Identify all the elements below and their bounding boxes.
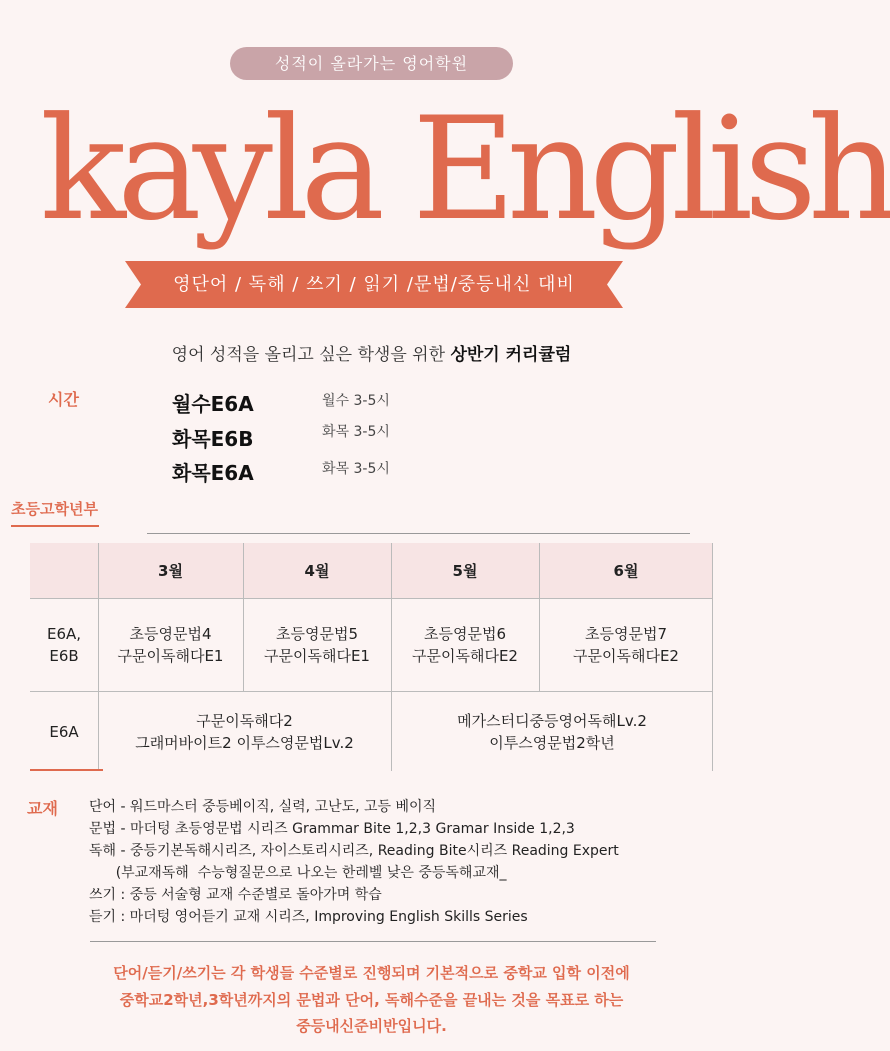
curriculum-cell: 메가스터디중등영어독해Lv.2 이투스영문법2학년 (457, 711, 647, 752)
curriculum-cell: 초등영문법6 구문이독해다E2 (412, 625, 518, 665)
note-line: 단어/듣기/쓰기는 각 학생들 수준별로 진행되며 기본적으로 중학교 입학 이전에 (113, 964, 630, 982)
divider (90, 941, 656, 942)
grid-line (539, 543, 540, 691)
class-time: 화목 3-5시 (322, 461, 390, 477)
month-header: 6월 (539, 543, 713, 598)
class-time: 월수 3-5시 (322, 393, 390, 409)
tagline-pill: 성적이 올라가는 영어학원 (230, 47, 513, 80)
note-line: 중등내신준비반입니다. (296, 1017, 447, 1035)
subtitle-highlight: 상반기 커리큘럼 (450, 345, 572, 365)
month-header: 4월 (243, 543, 391, 598)
class-cell: E6A (49, 722, 79, 741)
note-line: 중학교2학년,3학년까지의 문법과 단어, 독해수준을 끝내는 것을 목표로 하는 (119, 991, 624, 1009)
schedule-table (30, 543, 713, 771)
book-line: 듣기 : 마더텅 영어듣기 교재 시리즈, Improving English Skills Series (89, 909, 528, 925)
grid-line (712, 543, 713, 771)
grid-line (30, 691, 713, 692)
grid-line (98, 543, 99, 771)
banner-text: 영단어 / 독해 / 쓰기 / 읽기 /문법/중등내신 대비 (173, 274, 575, 295)
subtitle-prefix: 영어 성적을 올리고 싶은 학생을 위한 (171, 345, 451, 365)
section-label: 초등고학년부 (11, 500, 98, 518)
subject-banner (125, 261, 623, 308)
class-cell: E6A, E6B (46, 625, 82, 665)
class-name: 월수E6A (172, 392, 254, 416)
subtitle (0, 340, 743, 365)
curriculum-cell: 초등영문법5 구문이독해다E1 (264, 625, 370, 665)
divider (147, 533, 690, 534)
book-line: 독해 - 중등기본독해시리즈, 자이스토리시리즈, Reading Bite시리즈 Reading Expert (89, 843, 619, 859)
book-line: 쓰기 : 중등 서술형 교재 수준별로 돌아가며 학습 (89, 887, 382, 903)
class-name: 화목E6B (172, 427, 254, 451)
brand-logo: kayla English (40, 87, 890, 252)
month-header: 3월 (98, 543, 243, 598)
time-label: 시간 (48, 390, 79, 409)
grid-line (391, 543, 392, 771)
month-header: 5월 (391, 543, 539, 598)
book-line: 문법 - 마더텅 초등영문법 시리즈 Grammar Bite 1,2,3 Gramar Inside 1,2,3 (89, 821, 575, 837)
class-time: 화목 3-5시 (322, 424, 390, 440)
section-underline (11, 525, 99, 527)
books-label: 교재 (27, 799, 58, 818)
book-line: (부교재독해 수능형질문으로 나오는 한레벨 낮은 중등독해교재_ (89, 865, 507, 881)
table-underline (30, 769, 103, 771)
curriculum-cell: 구문이독해다2 그래머바이트2 이투스영문법Lv.2 (135, 711, 354, 752)
curriculum-cell: 초등영문법4 구문이독해다E1 (117, 625, 224, 665)
grid-line (30, 598, 713, 599)
class-name: 화목E6A (172, 461, 254, 485)
curriculum-cell: 초등영문법7 구문이독해다E2 (573, 625, 679, 665)
book-line: 단어 - 워드마스터 중등베이직, 실력, 고난도, 고등 베이직 (89, 799, 437, 815)
grid-line (243, 543, 244, 691)
